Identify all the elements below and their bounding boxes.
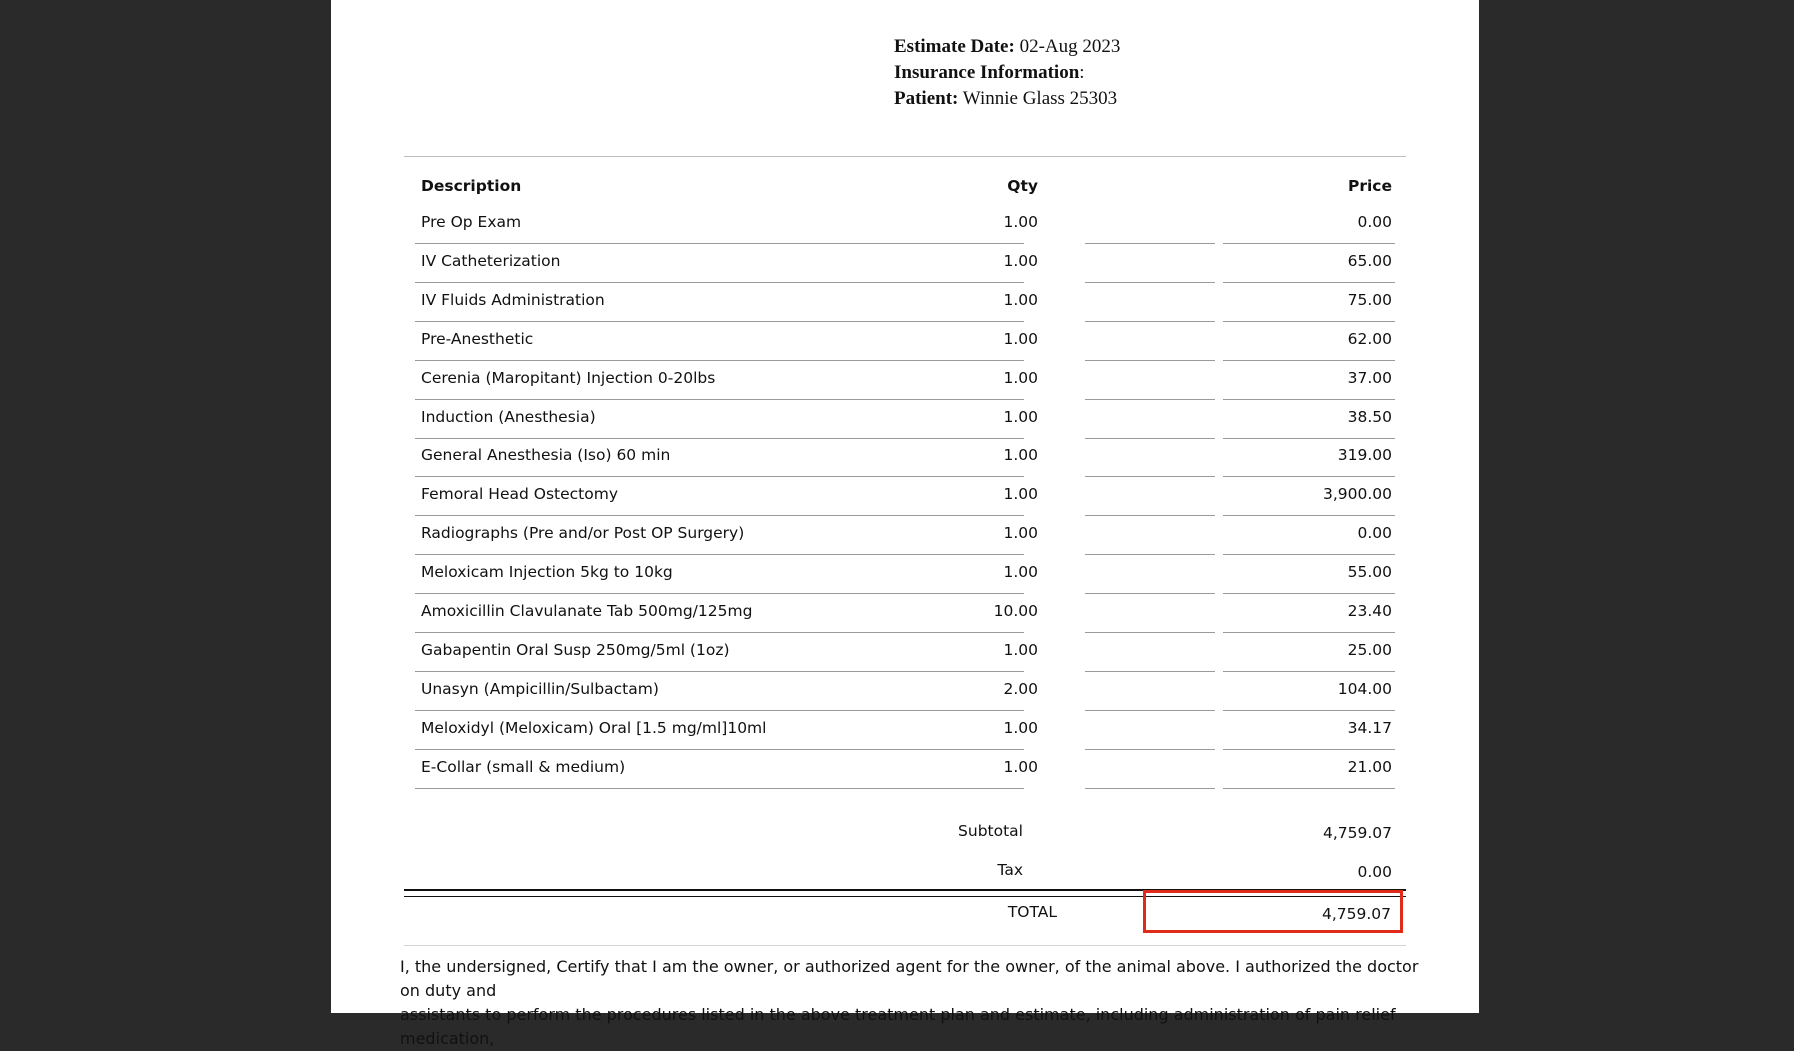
row-qty: 1.00 (1003, 757, 1038, 776)
row-qty: 1.00 (1003, 446, 1038, 465)
row-description: Cerenia (Maropitant) Injection 0-20lbs (421, 368, 716, 387)
table-row (331, 555, 1479, 594)
table-row (331, 322, 1479, 361)
table-row (331, 205, 1479, 244)
patient-value: Winnie Glass 25303 (962, 88, 1118, 109)
row-qty: 1.00 (1003, 329, 1038, 348)
row-price: 25.00 (1347, 640, 1392, 659)
tax-value: 0.00 (1357, 863, 1392, 881)
row-price: 0.00 (1357, 213, 1392, 231)
row-separator (1085, 788, 1215, 789)
row-description: General Anesthesia (Iso) 60 min (421, 446, 671, 465)
row-description: Amoxicillin Clavulanate Tab 500mg/125mg (421, 602, 753, 620)
row-price: 21.00 (1347, 757, 1392, 776)
estimate-date-row (894, 34, 1120, 60)
table-row (331, 361, 1479, 400)
row-qty: 1.00 (1003, 407, 1038, 426)
subtotal-label: Subtotal (958, 822, 1023, 840)
table-row (331, 711, 1479, 750)
row-price: 23.40 (1347, 602, 1392, 620)
certification-line-2: assistants to perform the procedures listed in the above treatment plan and estimate, including administration of pain relief medication, (400, 1005, 1396, 1048)
table-row (331, 244, 1479, 283)
row-description: Radiographs (Pre and/or Post OP Surgery) (421, 524, 745, 543)
row-price: 55.00 (1347, 563, 1392, 582)
row-separator (1223, 788, 1395, 789)
row-qty: 1.00 (1003, 524, 1038, 543)
row-description: E-Collar (small & medium) (421, 757, 626, 776)
row-description: Meloxidyl (Meloxicam) Oral [1.5 mg/ml]10ml (421, 718, 767, 737)
row-price: 75.00 (1347, 290, 1392, 309)
row-description: Gabapentin Oral Susp 250mg/5ml (1oz) (421, 640, 730, 659)
total-bottom-rule (404, 945, 1406, 946)
row-description: Meloxicam Injection 5kg to 10kg (421, 563, 673, 582)
table-row (331, 400, 1479, 439)
row-description: Femoral Head Ostectomy (421, 485, 618, 504)
table-row (331, 283, 1479, 322)
row-price: 38.50 (1347, 407, 1392, 426)
table-row (331, 438, 1479, 477)
row-qty: 10.00 (993, 602, 1038, 620)
row-qty: 1.00 (1003, 485, 1038, 504)
row-price: 62.00 (1347, 329, 1392, 348)
row-qty: 1.00 (1003, 563, 1038, 582)
total-value: 4,759.07 (1321, 905, 1391, 923)
document-page (331, 0, 1479, 1048)
table-header (331, 177, 1479, 199)
row-separator (415, 788, 1024, 789)
row-price: 37.00 (1347, 368, 1392, 387)
row-qty: 1.00 (1003, 718, 1038, 737)
insurance-row (894, 60, 1120, 86)
row-price: 34.17 (1347, 718, 1392, 737)
table-row (331, 477, 1479, 516)
row-description: IV Catheterization (421, 251, 561, 270)
row-description: Pre Op Exam (421, 213, 522, 231)
row-description: Unasyn (Ampicillin/Sulbactam) (421, 679, 659, 698)
row-price: 0.00 (1357, 524, 1392, 543)
insurance-suffix: : (1079, 62, 1085, 83)
row-description: Pre-Anesthetic (421, 329, 534, 348)
estimate-header (894, 34, 1120, 112)
description-header: Description (421, 177, 522, 195)
subtotal-value: 4,759.07 (1322, 824, 1392, 842)
table-row (331, 516, 1479, 555)
price-header: Price (1347, 177, 1392, 195)
qty-header: Qty (1007, 177, 1038, 195)
estimate-date-label: Estimate Date: (894, 36, 1015, 57)
row-qty: 1.00 (1003, 368, 1038, 387)
table-row (331, 633, 1479, 672)
row-description: Induction (Anesthesia) (421, 407, 596, 426)
row-price: 319.00 (1337, 446, 1392, 465)
patient-row (894, 86, 1120, 112)
insurance-label: Insurance Information (894, 62, 1080, 83)
total-label: TOTAL (1007, 903, 1057, 921)
row-price: 3,900.00 (1322, 485, 1392, 504)
table-row (331, 672, 1479, 711)
row-description: IV Fluids Administration (421, 290, 605, 309)
table-top-rule (404, 156, 1406, 157)
estimate-date-value: 02-Aug 2023 (1019, 36, 1121, 57)
tax-label: Tax (997, 861, 1023, 879)
row-qty: 1.00 (1003, 640, 1038, 659)
row-price: 104.00 (1337, 679, 1392, 698)
certification-line-1: I, the undersigned, Certify that I am the owner, or authorized agent for the owner, of the animal above. I authorized the doctor on duty and (400, 957, 1419, 1000)
patient-label: Patient: (894, 88, 959, 109)
row-qty: 1.00 (1003, 251, 1038, 270)
row-price: 65.00 (1347, 251, 1392, 270)
row-qty: 1.00 (1003, 290, 1038, 309)
certification-text (400, 955, 1430, 1051)
row-qty: 2.00 (1003, 679, 1038, 698)
row-qty: 1.00 (1003, 213, 1038, 231)
table-row (331, 750, 1479, 789)
table-row (331, 594, 1479, 633)
